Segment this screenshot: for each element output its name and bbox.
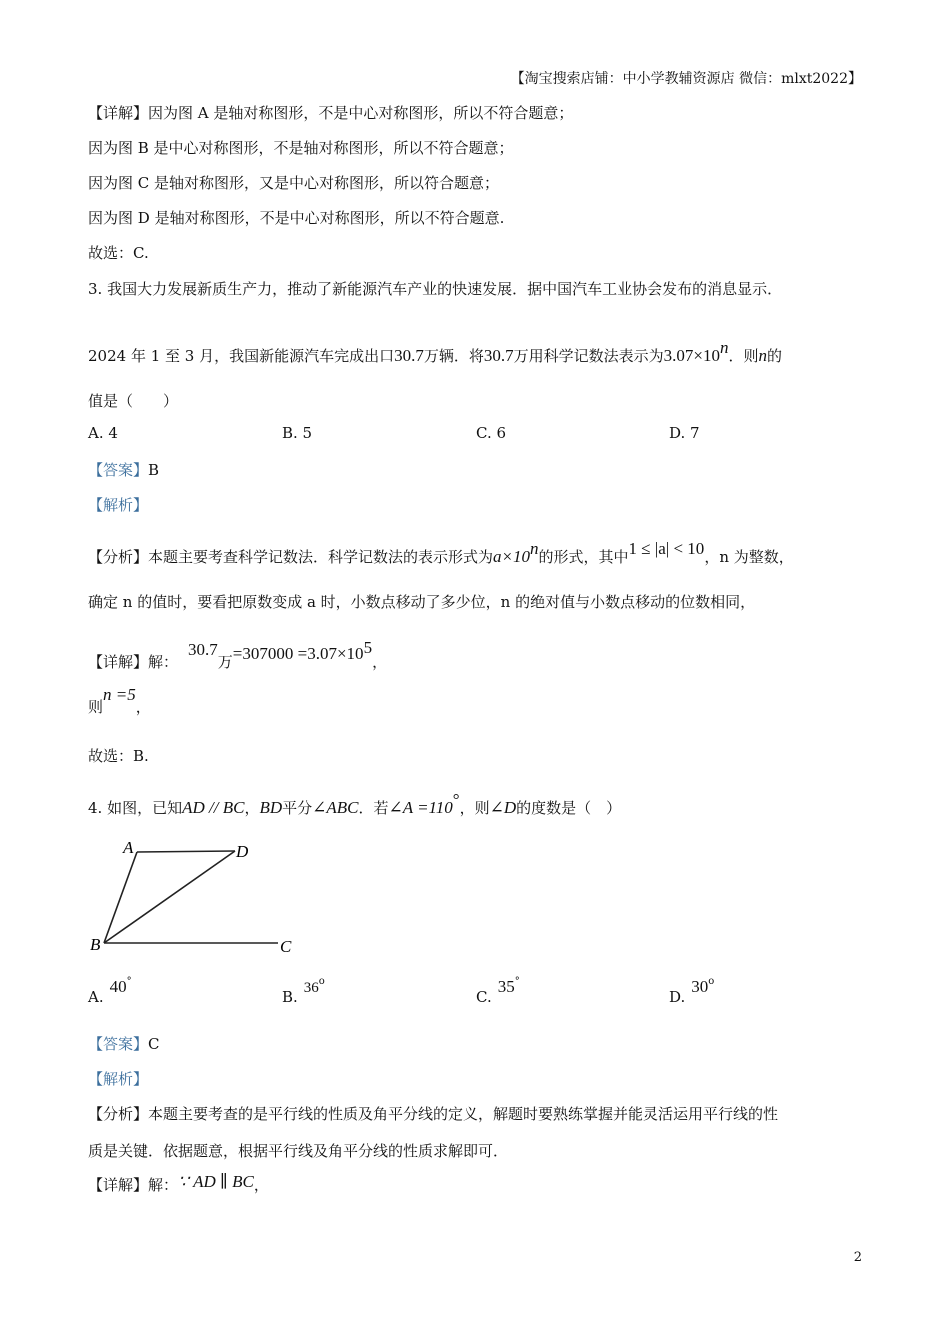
q3-stem-line3: 值是（ ） bbox=[88, 392, 179, 410]
label-c: C bbox=[280, 937, 292, 956]
segment-ab bbox=[104, 852, 137, 943]
q3-choice: 故选：B. bbox=[88, 747, 149, 765]
q3-answer: 【答案】B bbox=[88, 461, 160, 479]
q3-stem-line1: 3. 我国大力发展新质生产力，推动了新能源汽车产业的快速发展．据中国汽车工业协会发布的消息显示． bbox=[88, 280, 783, 298]
q3-detail-line: 【详解】解：30.7万$=307000 =3.07\times 10^5$， bbox=[88, 638, 388, 671]
page-header: 【淘宝搜索店铺：中小学教辅资源店 微信：mlxt2022】 bbox=[510, 71, 862, 87]
q4-analysis-line1: 【分析】本题主要考查的是平行线的性质及角平分线的定义，解题时要熟练掌握并能灵活运用平行线的性 bbox=[88, 1105, 779, 1123]
q3-option-c: C. 6 bbox=[476, 424, 507, 442]
q4-figure bbox=[80, 830, 310, 965]
q3-number: 30.7 bbox=[394, 346, 424, 365]
label-d: D bbox=[236, 842, 249, 861]
q4-stem: 4. 如图，已知AD // BC，BD平分∠ABC．若∠A =110°，则∠D的度数是（ ） bbox=[88, 790, 622, 817]
answer-tag: 【答案】 bbox=[88, 1035, 149, 1053]
q3-option-b: B. 5 bbox=[282, 424, 313, 442]
q3-option-a: A. 4 bbox=[88, 424, 118, 442]
q2-detail-line2: 因为图 B 是中心对称图形，不是轴对称图形，所以不符合题意； bbox=[88, 139, 514, 157]
segment-ad bbox=[137, 851, 235, 852]
q4-option-c: C.35° bbox=[476, 976, 520, 1006]
q2-choice: 故选：C. bbox=[88, 244, 149, 262]
q3-analysis-line2: 确定 n 的值时，要看把原数变成 a 时，小数点移动了多少位，n 的绝对值与小数点移动的位数相同， bbox=[88, 593, 756, 611]
q3-sci-notation: 3.07×10 bbox=[663, 346, 720, 365]
q3-analysis-line1: 【分析】本题主要考查科学记数法．科学记数法的表示形式为$a\times 10^n$的形式，其中1 ≤ |a| < 10，n 为整数， bbox=[88, 539, 794, 566]
q4-option-a: A.40° bbox=[88, 976, 132, 1006]
label-a: A bbox=[123, 838, 134, 857]
detail-tag: 【详解】 bbox=[88, 104, 149, 122]
q4-detail-line: 【详解】解：∵ AD ∥ BC， bbox=[88, 1172, 269, 1194]
q2-detail-line4: 因为图 D 是轴对称图形，不是中心对称图形，所以不符合题意. bbox=[88, 209, 505, 227]
answer-tag: 【答案】 bbox=[88, 461, 149, 479]
label-b: B bbox=[90, 935, 101, 954]
q2-detail-line3: 因为图 C 是轴对称图形，又是中心对称图形，所以符合题意； bbox=[88, 174, 500, 192]
q4-analysis-line2: 质是关键．依据题意，根据平行线及角平分线的性质求解即可． bbox=[88, 1142, 509, 1160]
segment-bd bbox=[104, 851, 235, 943]
q3-option-d: D. 7 bbox=[669, 424, 700, 442]
q3-stem-line2: 2024 年 1 至 3 月，我国新能源汽车完成出口30.7万辆．将30.7万用科学记数法表示为$3.07\times 10^n$．则n的 bbox=[88, 338, 783, 365]
q3-then-line: 则n =5， bbox=[88, 685, 151, 716]
page-number: 2 bbox=[853, 1250, 862, 1265]
q4-option-b: B. 36$^o$ bbox=[282, 976, 325, 1006]
q4-option-d: D.30$^o$ bbox=[669, 976, 715, 1006]
q2-detail-line1: 【详解】因为图 A 是轴对称图形，不是中心对称图形，所以不符合题意； bbox=[88, 104, 574, 122]
q4-analysis-tag: 【解析】 bbox=[88, 1070, 149, 1088]
q4-answer: 【答案】C bbox=[88, 1035, 160, 1053]
q3-analysis-tag: 【解析】 bbox=[88, 496, 149, 514]
q3-range: 1 ≤ |a| < 10 bbox=[628, 539, 705, 558]
